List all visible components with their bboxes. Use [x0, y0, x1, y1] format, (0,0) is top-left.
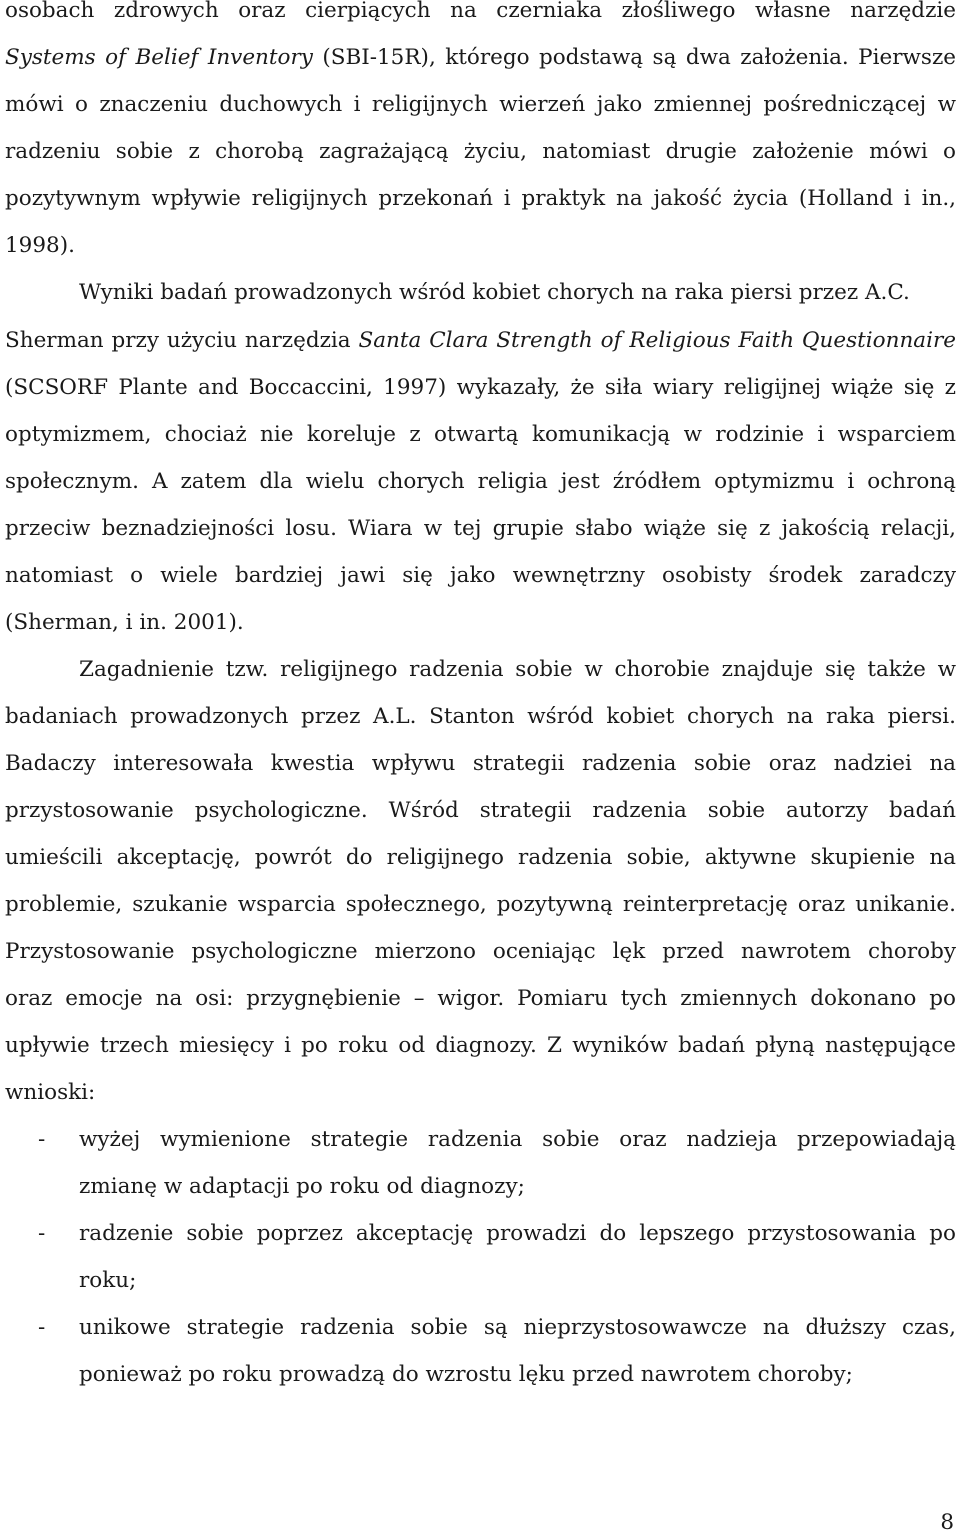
list-item-2-line-2: roku; [79, 1268, 137, 1293]
paragraph-2-line-5: społecznym. A zatem dla wielu chorych religia jest źródłem optymizmu i ochroną [5, 469, 956, 494]
paragraph-2-line-7: natomiast o wiele bardziej jawi się jako wewnętrzny osobisty środek zaradczy [5, 563, 956, 588]
list-item-1-line-1: wyżej wymienione strategie radzenia sobie oraz nadzieja przepowiadają [79, 1127, 956, 1152]
paragraph-2-line-1: Wyniki badań prowadzonych wśród kobiet chorych na raka piersi przez A.C. [79, 280, 910, 305]
paragraph-1-line-1: osobach zdrowych oraz cierpiących na czerniaka złośliwego własne narzędzie [5, 0, 956, 23]
paragraph-1-line-5: pozytywnym wpływie religijnych przekonań i praktyk na jakość życia (Holland i in., [5, 186, 956, 211]
list-item-1-dash: - [38, 1127, 46, 1152]
list-item-2-dash: - [38, 1221, 46, 1246]
list-item-3-line-1: unikowe strategie radzenia sobie są nieprzystosowawcze na dłuższy czas, [79, 1315, 956, 1340]
paragraph-3-line-8: oraz emocje na osi: przygnębienie – wigor. Pomiaru tych zmiennych dokonano po [5, 986, 956, 1011]
paragraph-1-line-4: radzeniu sobie z chorobą zagrażającą życiu, natomiast drugie założenie mówi o [5, 139, 956, 164]
paragraph-2-line-4: optymizmem, chociaż nie koreluje z otwartą komunikacją w rodzinie i wsparciem [5, 422, 956, 447]
paragraph-3-line-6: problemie, szukanie wsparcia społecznego, pozytywną reinterpretację oraz unikanie. [5, 892, 956, 917]
paragraph-2-line-3: (SCSORF Plante and Boccaccini, 1997) wykazały, że siła wiary religijnej wiąże się z [5, 375, 956, 400]
page-number: 8 [940, 1510, 954, 1535]
paragraph-3-line-2: badaniach prowadzonych przez A.L. Stanton wśród kobiet chorych na raka piersi. [5, 704, 956, 729]
list-item-3-line-2: ponieważ po roku prowadzą do wzrostu lęku przed nawrotem choroby; [79, 1362, 853, 1387]
paragraph-3-line-10: wnioski: [5, 1080, 96, 1105]
paragraph-2-line-2: Sherman przy użyciu narzędzia Santa Clara Strength of Religious Faith Questionnaire [5, 328, 956, 353]
paragraph-3-line-1: Zagadnienie tzw. religijnego radzenia sobie w chorobie znajduje się także w [79, 657, 956, 682]
instrument-name-sbi: Systems of Belief Inventory [5, 45, 313, 70]
instrument-name-scsorf: Santa Clara Strength of Religious Faith Questionnaire [358, 328, 956, 353]
paragraph-2-line-6: przeciw beznadziejności losu. Wiara w tej grupie słabo wiąże się z jakością relacji, [5, 516, 956, 541]
paragraph-1-line-3: mówi o znaczeniu duchowych i religijnych wierzeń jako zmiennej pośredniczącej w [5, 92, 956, 117]
paragraph-1-line-6: 1998). [5, 233, 75, 258]
paragraph-3-line-7: Przystosowanie psychologiczne mierzono oceniając lęk przed nawrotem choroby [5, 939, 956, 964]
paragraph-3-line-5: umieścili akceptację, powrót do religijnego radzenia sobie, aktywne skupienie na [5, 845, 956, 870]
paragraph-3-line-9: upływie trzech miesięcy i po roku od diagnozy. Z wyników badań płyną następujące [5, 1033, 956, 1058]
paragraph-3-line-4: przystosowanie psychologiczne. Wśród strategii radzenia sobie autorzy badań [5, 798, 956, 823]
paragraph-2-line-8: (Sherman, i in. 2001). [5, 610, 244, 635]
list-item-3-dash: - [38, 1315, 46, 1340]
paragraph-1-line-2: Systems of Belief Inventory (SBI-15R), którego podstawą są dwa założenia. Pierwsze [5, 45, 956, 70]
list-item-2-line-1: radzenie sobie poprzez akceptację prowadzi do lepszego przystosowania po [79, 1221, 956, 1246]
paragraph-3-line-3: Badaczy interesowała kwestia wpływu strategii radzenia sobie oraz nadziei na [5, 751, 956, 776]
list-item-1-line-2: zmianę w adaptacji po roku od diagnozy; [79, 1174, 525, 1199]
